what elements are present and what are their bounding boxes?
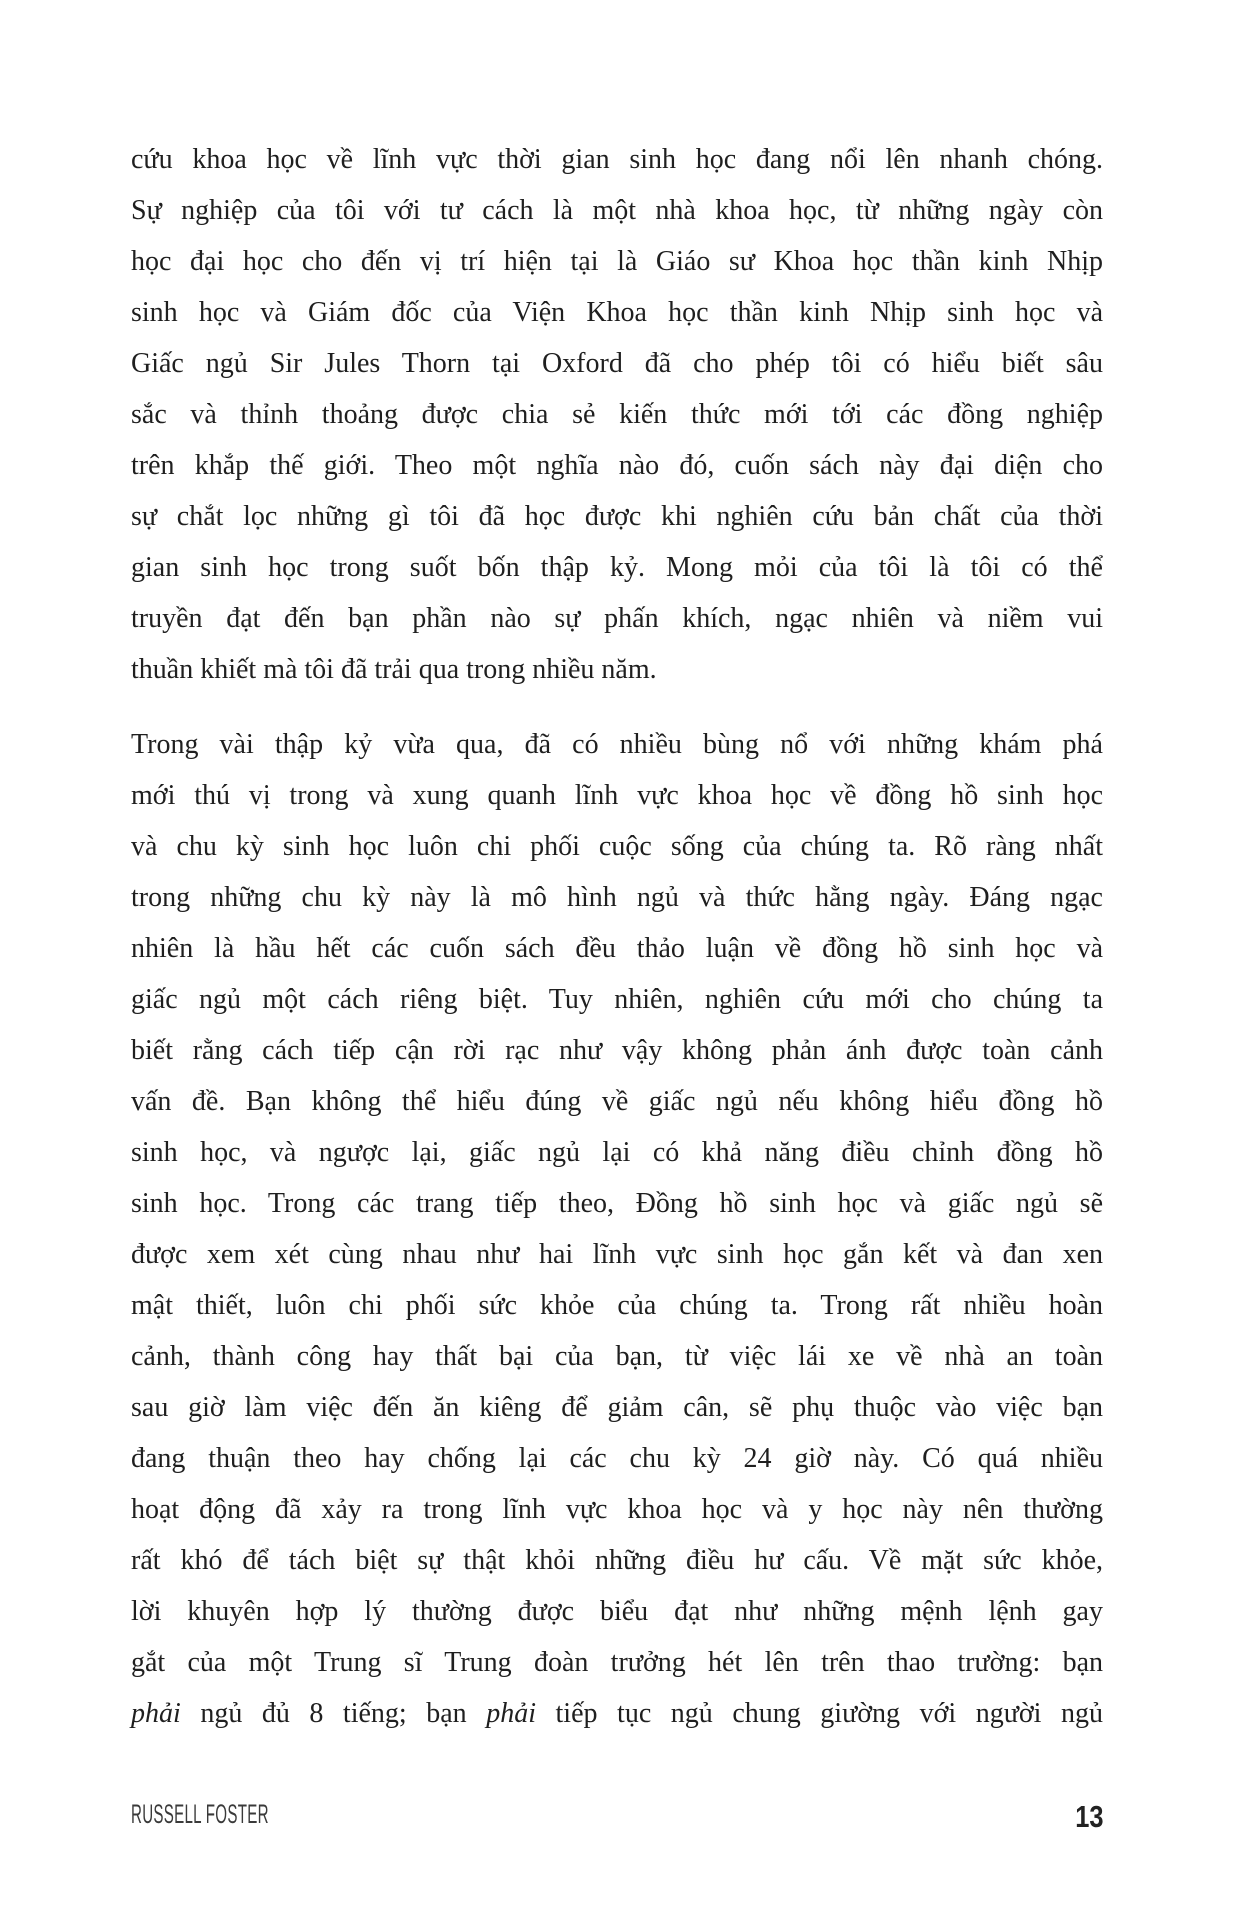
text-line: trên khắp thế giới. Theo một nghĩa nào đó, cuốn sách này đại diện cho <box>131 450 1103 481</box>
text-line: cảnh, thành công hay thất bại của bạn, từ việc lái xe về nhà an toàn <box>131 1341 1103 1372</box>
footer-author: RUSSELL FOSTER <box>131 1799 269 1829</box>
text-line: đang thuận theo hay chống lại các chu kỳ 24 giờ này. Có quá nhiều <box>131 1443 1103 1474</box>
page-number: 13 <box>1074 1799 1103 1834</box>
text-line: học đại học cho đến vị trí hiện tại là Giáo sư Khoa học thần kinh Nhịp <box>131 246 1103 277</box>
text-line: mật thiết, luôn chi phối sức khỏe của chúng ta. Trong rất nhiều hoàn <box>131 1290 1103 1321</box>
text-line: gắt của một Trung sĩ Trung đoàn trưởng hét lên trên thao trường: bạn <box>131 1647 1103 1678</box>
text-line: rất khó để tách biệt sự thật khỏi những điều hư cấu. Về mặt sức khỏe, <box>131 1545 1103 1576</box>
text-line: trong những chu kỳ này là mô hình ngủ và thức hằng ngày. Đáng ngạc <box>131 882 1103 913</box>
text-line: được xem xét cùng nhau như hai lĩnh vực sinh học gắn kết và đan xen <box>131 1239 1103 1270</box>
body-text <box>131 134 1103 1763</box>
text-line: biết rằng cách tiếp cận rời rạc như vậy không phản ánh được toàn cảnh <box>131 1035 1103 1066</box>
text-line: nhiên là hầu hết các cuốn sách đều thảo luận về đồng hồ sinh học và <box>131 933 1103 964</box>
text-line: giấc ngủ một cách riêng biệt. Tuy nhiên, nghiên cứu mới cho chúng ta <box>131 984 1103 1015</box>
paragraph <box>131 719 1103 1739</box>
text-line: sinh học, và ngược lại, giấc ngủ lại có khả năng điều chỉnh đồng hồ <box>131 1137 1103 1168</box>
paragraph <box>131 134 1103 695</box>
text-line: truyền đạt đến bạn phần nào sự phấn khích, ngạc nhiên và niềm vui <box>131 603 1103 634</box>
text-line: gian sinh học trong suốt bốn thập kỷ. Mong mỏi của tôi là tôi có thể <box>131 552 1103 583</box>
text-line: sự chắt lọc những gì tôi đã học được khi nghiên cứu bản chất của thời <box>131 501 1103 532</box>
text-line: mới thú vị trong và xung quanh lĩnh vực khoa học về đồng hồ sinh học <box>131 780 1103 811</box>
text-line: cứu khoa học về lĩnh vực thời gian sinh học đang nổi lên nhanh chóng. <box>131 144 1103 175</box>
text-line: lời khuyên hợp lý thường được biểu đạt như những mệnh lệnh gay <box>131 1596 1103 1627</box>
text-line: thuần khiết mà tôi đã trải qua trong nhiều năm. <box>131 654 657 685</box>
text-line: và chu kỳ sinh học luôn chi phối cuộc sống của chúng ta. Rõ ràng nhất <box>131 831 1103 862</box>
text-line: sắc và thỉnh thoảng được chia sẻ kiến thức mới tới các đồng nghiệp <box>131 399 1103 430</box>
text-line: sinh học. Trong các trang tiếp theo, Đồng hồ sinh học và giấc ngủ sẽ <box>131 1188 1103 1219</box>
text-line: Trong vài thập kỷ vừa qua, đã có nhiều bùng nổ với những khám phá <box>131 729 1103 760</box>
text-line: phải ngủ đủ 8 tiếng; bạn phải tiếp tục ngủ chung giường với người ngủ <box>131 1698 1104 1729</box>
page-footer <box>131 1799 1103 1835</box>
text-line: hoạt động đã xảy ra trong lĩnh vực khoa học và y học này nên thường <box>131 1494 1103 1525</box>
text-line: sinh học và Giám đốc của Viện Khoa học thần kinh Nhịp sinh học và <box>131 297 1103 328</box>
text-line: Giấc ngủ Sir Jules Thorn tại Oxford đã cho phép tôi có hiểu biết sâu <box>131 348 1103 379</box>
text-line: vấn đề. Bạn không thể hiểu đúng về giấc ngủ nếu không hiểu đồng hồ <box>131 1086 1103 1117</box>
text-line: Sự nghiệp của tôi với tư cách là một nhà khoa học, từ những ngày còn <box>131 195 1103 226</box>
text-line: sau giờ làm việc đến ăn kiêng để giảm cân, sẽ phụ thuộc vào việc bạn <box>131 1392 1103 1423</box>
